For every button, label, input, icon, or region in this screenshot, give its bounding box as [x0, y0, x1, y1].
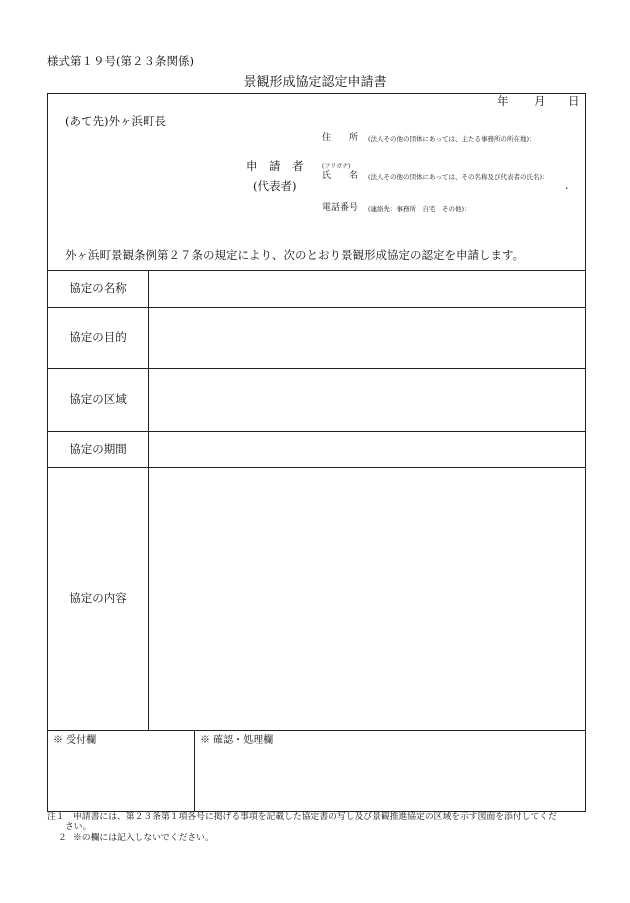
row-label: 協定の内容 — [48, 468, 149, 730]
date-year-label: 年 — [497, 94, 509, 108]
declaration-text: 外ヶ浜町景観条例第２７条の規定により、次のとおり景観形成協定の認定を申請します。 — [65, 248, 525, 262]
name-note: (法人その他の団体にあっては、その名称及び代表者の氏名)： — [368, 173, 549, 181]
agreement-purpose-row — [48, 307, 585, 368]
note-text: ※の欄には記入しないでください。 — [73, 833, 214, 843]
note-text: さい。 — [65, 822, 92, 832]
row-label: 協定の区域 — [48, 369, 149, 431]
form-title: 景観形成協定認定申請書 — [243, 75, 387, 90]
agreement-period-cell — [149, 432, 585, 467]
address-note: (法人その他の団体にあっては、主たる事務所の所在地)： — [368, 135, 536, 143]
agreement-name-row — [48, 270, 585, 307]
processing-label: ※ 確認・処理欄 — [200, 735, 274, 746]
agreement-area-cell — [149, 369, 585, 431]
name-trailing-mark: . — [565, 179, 569, 192]
row-label: 協定の名称 — [48, 271, 149, 307]
agreement-period-row — [48, 431, 585, 467]
phone-label: 電話番号 — [322, 203, 359, 213]
agreement-name-cell — [149, 271, 585, 307]
reception-cell — [48, 731, 195, 811]
processing-cell — [195, 731, 585, 811]
date-month-label: 月 — [534, 94, 546, 108]
note-text: 申請書には、第２３条第１項各号に掲げる事項を記載した協定書の写し及び景観推進協定の区域を示す図面を添付してくだ — [73, 812, 557, 822]
addressee: (あて先)外ヶ浜町長 — [65, 114, 166, 128]
note-marker: 注１ — [47, 812, 65, 822]
furigana-label: (フリガナ) — [322, 163, 351, 170]
agreement-purpose-cell — [149, 308, 585, 368]
date-day-label: 日 — [568, 94, 580, 108]
agreement-content-row — [48, 467, 585, 730]
applicant-label: 申 請 者 — [246, 159, 304, 173]
address-label: 住 所 — [322, 133, 359, 143]
form-box — [47, 93, 586, 812]
row-label: 協定の目的 — [48, 308, 149, 368]
reception-label: ※ 受付欄 — [53, 735, 97, 746]
agreement-area-row — [48, 368, 585, 431]
form-number: 様式第１９号(第２３条関係) — [47, 54, 194, 68]
office-use-row — [48, 730, 585, 811]
name-label: 氏 名 — [322, 171, 359, 181]
agreement-content-cell — [149, 468, 585, 730]
note-marker: ２ — [58, 833, 67, 843]
row-label: 協定の期間 — [48, 432, 149, 467]
applicant-sublabel: (代表者) — [253, 179, 297, 193]
phone-note: (連絡先：事務所 自宅 その他)： — [368, 205, 471, 213]
